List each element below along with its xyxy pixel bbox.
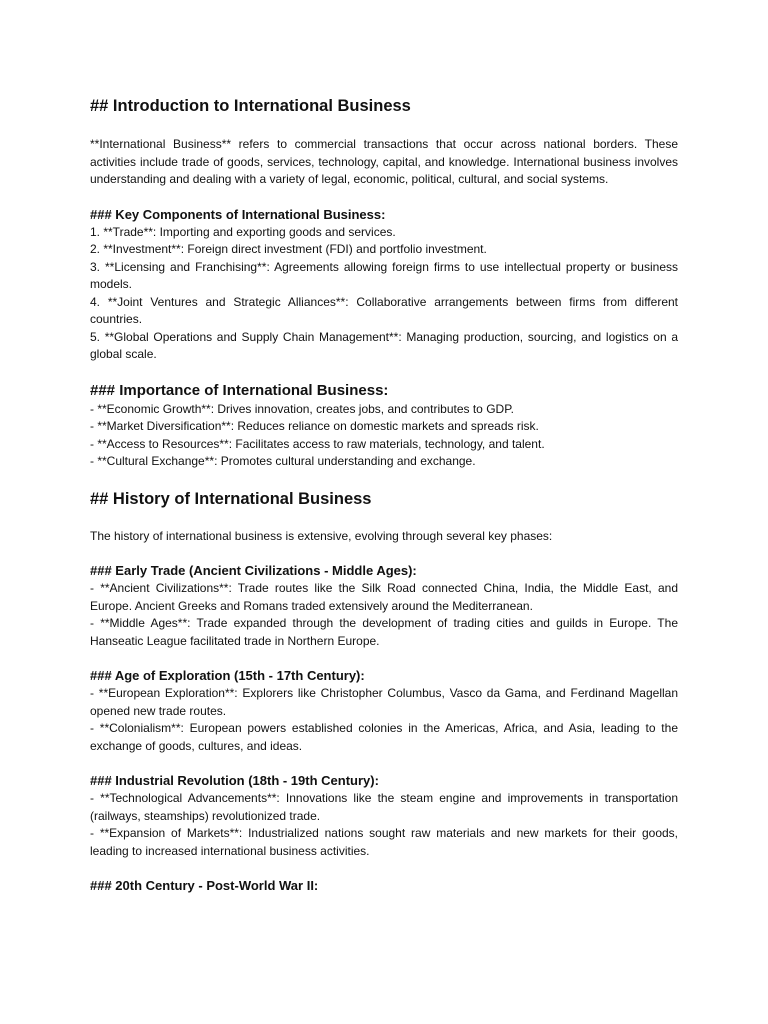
list-item: 4. **Joint Ventures and Strategic Alliances**: Collaborative arrangements between firms from different countries. — [90, 294, 678, 326]
key-components-list — [90, 224, 678, 364]
heading-age-of-exploration: ### Age of Exploration (15th - 17th Century): — [90, 668, 365, 683]
importance-list — [90, 401, 678, 471]
list-item: 2. **Investment**: Foreign direct investment (FDI) and portfolio investment. — [90, 242, 487, 256]
list-item: - **Middle Ages**: Trade expanded through the development of trading cities and guilds in Europe. The Hanseatic League facilitated trade in Northern Europe. — [90, 616, 678, 648]
history-intro: The history of international business is extensive, evolving through several key phases: — [90, 528, 553, 543]
list-item: - **Cultural Exchange**: Promotes cultural understanding and exchange. — [90, 454, 476, 468]
list-item: - **Colonialism**: European powers established colonies in the Americas, Africa, and Asia, leading to the exchange of goods, cultures, and ideas. — [90, 721, 678, 753]
heading-introduction: ## Introduction to International Business — [90, 97, 411, 115]
heading-early-trade: ### Early Trade (Ancient Civilizations - Middle Ages): — [90, 563, 417, 578]
heading-20th-century: ### 20th Century - Post-World War II: — [90, 878, 319, 893]
list-item: - **European Exploration**: Explorers like Christopher Columbus, Vasco da Gama, and Ferdinand Magellan opened new trade routes. — [90, 686, 678, 718]
list-item: - **Access to Resources**: Facilitates access to raw materials, technology, and talent. — [90, 436, 545, 451]
early-trade-list — [90, 580, 678, 650]
list-item: 1. **Trade**: Importing and exporting goods and services. — [90, 224, 396, 239]
list-item: - **Ancient Civilizations**: Trade routes like the Silk Road connected China, India, the Middle East, and Europe. Ancient Greeks and Romans traded extensively around the Mediterranean. — [90, 581, 678, 613]
intro-paragraph: **International Business** refers to commercial transactions that occur across national borders. These activities include trade of goods, services, technology, capital, and knowledge. International business involves understanding and dealing with a variety of legal, economic, political, cultural, and social systems. — [90, 137, 678, 186]
list-item: - **Technological Advancements**: Innovations like the steam engine and improvements in transportation (railways, steamships) revolutionized trade. — [90, 791, 678, 823]
list-item: - **Economic Growth**: Drives innovation, creates jobs, and contributes to GDP. — [90, 401, 514, 416]
heading-industrial-revolution: ### Industrial Revolution (18th - 19th Century): — [90, 773, 379, 788]
list-item: 5. **Global Operations and Supply Chain Management**: Managing production, sourcing, and logistics on a global scale. — [90, 329, 678, 361]
heading-key-components: ### Key Components of International Business: — [90, 206, 386, 222]
exploration-list — [90, 685, 678, 755]
heading-history: ## History of International Business — [90, 489, 372, 508]
document-page — [90, 95, 678, 895]
heading-importance: ### Importance of International Business: — [90, 381, 389, 399]
industrial-list — [90, 790, 678, 860]
list-item: 3. **Licensing and Franchising**: Agreements allowing foreign firms to use intellectual property or business models. — [90, 259, 678, 291]
list-item: - **Expansion of Markets**: Industrialized nations sought raw materials and new markets for their goods, leading to increased international business activities. — [90, 826, 678, 858]
list-item: - **Market Diversification**: Reduces reliance on domestic markets and spreads risk. — [90, 419, 539, 433]
